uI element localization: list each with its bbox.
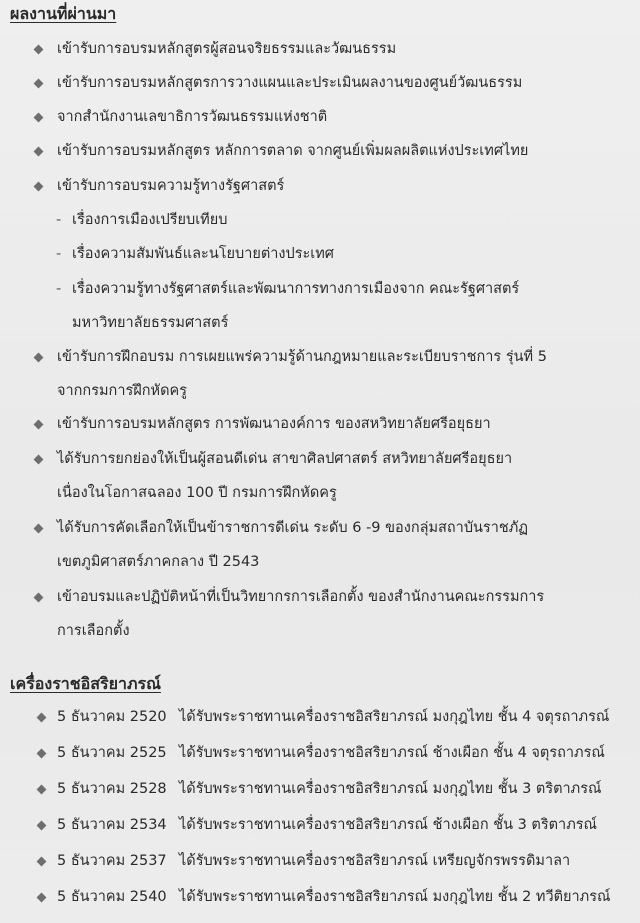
diamond-bullet-icon: [37, 857, 47, 867]
past-works-heading: ผลงานที่ผ่านมา: [10, 4, 117, 23]
item-text-line: จากกรมการฝึกหัดครู: [57, 383, 187, 399]
decoration-text: ได้รับพระราชทานเครื่องราชอิสริยาภรณ์ มงกุฎไทย ชั้น 4 จตุรถาภรณ์: [179, 709, 610, 725]
diamond-bullet-icon: [34, 147, 44, 157]
diamond-bullet-icon: [37, 821, 47, 831]
item-text-line: เข้ารับการอบรมหลักสูตรการวางแผนและประเมินผลงานของศูนย์วัฒนธรรม: [57, 75, 523, 91]
decoration-text: ได้รับพระราชทานเครื่องราชอิสริยาภรณ์ ช้างเผือก ชั้น 3 ตริตาภรณ์: [179, 817, 597, 833]
decoration-text: ได้รับพระราชทานเครื่องราชอิสริยาภรณ์ มงกุฎไทย ชั้น 2 ทวีติยาภรณ์: [179, 889, 611, 905]
item-text-line: เรื่องความรู้ทางรัฐศาสตร์และพัฒนาการทางการเมืองจาก คณะรัฐศาสตร์: [72, 281, 520, 297]
diamond-bullet-icon: [37, 785, 47, 795]
diamond-bullet-icon: [37, 713, 47, 723]
diamond-bullet-icon: [34, 113, 44, 123]
decoration-date: 5 ธันวาคม 2525: [57, 745, 167, 761]
item-text-line: เรื่องการเมืองเปรียบเทียบ: [72, 212, 228, 228]
item-text-line: เข้ารับการอบรมหลักสูตรผู้สอนจริยธรรมและวัฒนธรรม: [57, 41, 397, 57]
item-text-line: เข้าอบรมและปฏิบัติหน้าที่เป็นวิทยากรการเลือกตั้ง ของสำนักงานคณะกรรมการ: [57, 589, 545, 605]
item-text-line: ได้รับการยกย่องให้เป็นผู้สอนดีเด่น สาขาศิลปศาสตร์ สหวิทยาลัยศรีอยุธยา: [57, 451, 513, 467]
decoration-text: ได้รับพระราชทานเครื่องราชอิสริยาภรณ์ มงกุฎไทย ชั้น 3 ตริตาภรณ์: [179, 781, 602, 797]
diamond-bullet-icon: [37, 749, 47, 759]
item-text-line: ได้รับการคัดเลือกให้เป็นข้าราชการดีเด่น ระดับ 6 -9 ของกลุ่มสถาบันราชภัฏ: [57, 520, 528, 536]
item-text-line: เรื่องความสัมพันธ์และนโยบายต่างประเทศ: [72, 246, 334, 262]
item-text-line: เขตภูมิศาสตร์ภาคกลาง ปี 2543: [57, 554, 260, 570]
decoration-date: 5 ธันวาคม 2534: [57, 817, 167, 833]
dash-bullet-icon: -: [56, 212, 62, 228]
decoration-date: 5 ธันวาคม 2528: [57, 781, 167, 797]
diamond-bullet-icon: [34, 420, 44, 430]
diamond-bullet-icon: [34, 524, 44, 534]
item-text-line: เข้ารับการอบรมความรู้ทางรัฐศาสตร์: [57, 178, 285, 194]
decoration-text: ได้รับพระราชทานเครื่องราชอิสริยาภรณ์ ช้างเผือก ชั้น 4 จตุรถาภรณ์: [179, 745, 605, 761]
dash-bullet-icon: -: [56, 281, 62, 297]
item-text-line: มหาวิทยาลัยธรรมศาสตร์: [72, 315, 229, 331]
diamond-bullet-icon: [34, 79, 44, 89]
dash-bullet-icon: -: [56, 246, 62, 262]
item-text-line: จากสำนักงานเลขาธิการวัฒนธรรมแห่งชาติ: [57, 109, 328, 125]
item-text-line: เข้ารับการอบรมหลักสูตร การพัฒนาองค์การ ของสหวิทยาลัยศรีอยุธยา: [57, 416, 491, 432]
diamond-bullet-icon: [34, 45, 44, 55]
diamond-bullet-icon: [34, 182, 44, 192]
decoration-date: 5 ธันวาคม 2540: [57, 889, 167, 905]
decoration-text: ได้รับพระราชทานเครื่องราชอิสริยาภรณ์ เหรียญจักรพรรดิมาลา: [179, 853, 571, 869]
item-text-line: เข้ารับการฝึกอบรม การเผยแพร่ความรู้ด้านกฎหมายและระเบียบราชการ รุ่นที่ 5: [57, 349, 547, 365]
item-text-line: การเลือกตั้ง: [57, 623, 130, 639]
decoration-date: 5 ธันวาคม 2520: [57, 709, 167, 725]
diamond-bullet-icon: [34, 353, 44, 363]
decoration-date: 5 ธันวาคม 2537: [57, 853, 167, 869]
item-text-line: เนื่องในโอกาสฉลอง 100 ปี กรมการฝึกหัดครู: [57, 485, 337, 501]
diamond-bullet-icon: [34, 455, 44, 465]
diamond-bullet-icon: [37, 893, 47, 903]
diamond-bullet-icon: [34, 593, 44, 603]
decorations-heading: เครื่องราชอิสริยาภรณ์: [10, 674, 161, 693]
item-text-line: เข้ารับการอบรมหลักสูตร หลักการตลาด จากศูนย์เพิ่มผลผลิตแห่งประเทศไทย: [57, 143, 529, 159]
